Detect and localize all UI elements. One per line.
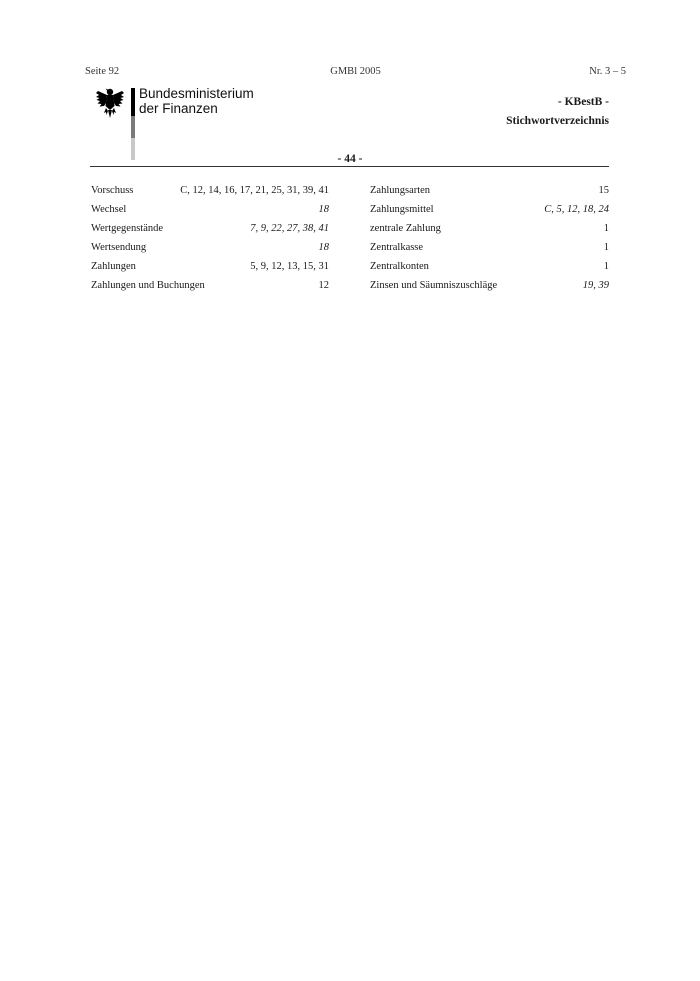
index-entry <box>91 241 329 260</box>
index-entry <box>370 241 609 260</box>
logo-line-1: Bundesministerium <box>139 86 254 101</box>
index-references: C, 12, 14, 16, 17, 21, 25, 31, 39, 41 <box>180 185 329 196</box>
index-column-right <box>370 184 609 298</box>
logo-color-bar <box>131 88 135 160</box>
index-references: 1 <box>603 223 609 234</box>
index-term: Zahlungen <box>91 261 136 272</box>
index-entry <box>91 222 329 241</box>
index-entry <box>370 203 609 222</box>
logo-line-2: der Finanzen <box>139 100 218 116</box>
ministry-logo <box>95 86 254 162</box>
index-entry <box>91 279 329 298</box>
header-issue-number: Nr. 3 – 5 <box>589 66 626 77</box>
page-number: - 44 - <box>337 153 363 165</box>
index-references: 15 <box>598 185 609 196</box>
index-references: 5, 9, 12, 13, 15, 31 <box>250 261 329 272</box>
federal-eagle-icon <box>95 87 125 119</box>
index-term: Wechsel <box>91 204 127 215</box>
header-page-label: Seite 92 <box>85 66 120 77</box>
index-entry <box>370 222 609 241</box>
index-references: 1 <box>603 242 609 253</box>
index-references: 18 <box>318 242 329 253</box>
index-entry <box>370 260 609 279</box>
index-term: Zahlungsmittel <box>370 204 434 215</box>
index-term: Wertgegenstände <box>91 223 164 234</box>
index-references: 18 <box>318 204 329 215</box>
document-code: - KBestB - <box>557 96 609 108</box>
header-rule <box>90 166 609 167</box>
index-term: Zentralkasse <box>370 242 424 253</box>
index-entry <box>91 203 329 222</box>
index-references: 12 <box>318 280 329 291</box>
running-header <box>85 66 626 80</box>
logo-wordmark <box>139 87 254 116</box>
index-references: 19, 39 <box>582 280 609 291</box>
index-references: 1 <box>603 261 609 272</box>
index-entry <box>370 184 609 203</box>
index-entry <box>370 279 609 298</box>
index-term: Vorschuss <box>91 185 134 196</box>
index-term: Zahlungsarten <box>370 185 431 196</box>
header-publication: GMBl 2005 <box>330 66 381 77</box>
index-column-left <box>91 184 329 298</box>
index-term: Zentralkonten <box>370 261 429 272</box>
index-term: Wertsendung <box>91 242 147 253</box>
index-references: C, 5, 12, 18, 24 <box>544 204 609 215</box>
index-term: zentrale Zahlung <box>370 223 441 234</box>
index-term: Zahlungen und Buchungen <box>91 280 205 291</box>
section-title: Stichwortverzeichnis <box>506 115 609 127</box>
index-term: Zinsen und Säumniszuschläge <box>370 280 498 291</box>
index-entry <box>91 260 329 279</box>
index-references: 7, 9, 22, 27, 38, 41 <box>250 223 329 234</box>
index-entry <box>91 184 329 203</box>
